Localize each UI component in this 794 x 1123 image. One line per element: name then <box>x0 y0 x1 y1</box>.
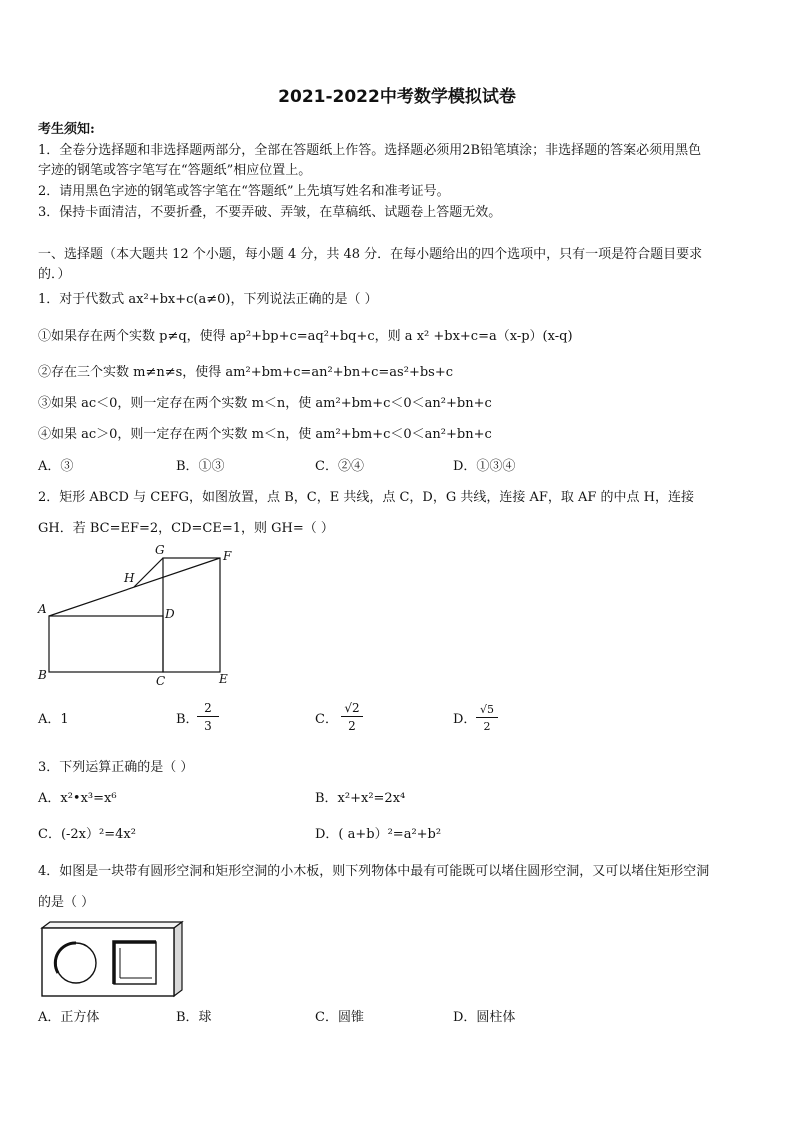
q4-option-b: B．球 <box>176 1010 212 1025</box>
notice-line-3: 2．请用黑色字迹的钢笔或答字笔在“答题纸”上先填写姓名和准考证号。 <box>38 184 450 199</box>
q3-option-d: D．( a+b）²=a²+b² <box>315 827 442 842</box>
board-top-face <box>42 922 182 928</box>
q2-option-c-label: C． <box>315 712 338 727</box>
fraction-denominator: 3 <box>204 719 212 733</box>
q1-option-a: A．③ <box>38 459 74 474</box>
q2-stem-line-1: 2．矩形 ABCD 与 CEFG，如图放置，点 B，C，E 共线，点 C，D，G 共线，连接 AF，取 AF 的中点 H，连接 <box>38 490 695 505</box>
point-label-d: D <box>165 607 175 621</box>
q2-option-b-label: B． <box>176 712 199 727</box>
q3-stem: 3．下列运算正确的是（ ） <box>38 760 194 775</box>
q2-option-d-label: D． <box>453 712 477 727</box>
notice-heading: 考生须知: <box>38 122 95 137</box>
q4-option-a: A．正方体 <box>38 1010 100 1025</box>
point-label-f: F <box>223 549 232 563</box>
point-label-c: C <box>156 674 166 688</box>
notice-line-1: 1．全卷分选择题和非选择题两部分，全部在答题纸上作答。选择题必须用2B铅笔填涂；非选择题的答案必须用黑色 <box>38 143 702 158</box>
fraction-denominator: 2 <box>483 720 491 733</box>
q1-option-d: D．①③④ <box>453 459 516 474</box>
q4-stem-line-1: 4．如图是一块带有圆形空洞和矩形空洞的小木板，则下列物体中最有可能既可以堵住圆形空洞，又可以堵住矩形空洞 <box>38 864 710 879</box>
rectangle-abcd <box>49 616 163 672</box>
fraction-denominator: 2 <box>348 719 356 733</box>
page-title: 2021-2022中考数学模拟试卷 <box>278 87 516 107</box>
q2-option-d-fraction <box>476 703 498 733</box>
notice-line-4: 3．保持卡面清洁，不要折叠，不要弄破、弄皱，在草稿纸、试题卷上答题无效。 <box>38 205 502 220</box>
fraction-numerator: √2 <box>341 701 363 717</box>
q4-stem-line-2: 的是（ ） <box>38 895 95 910</box>
point-label-g: G <box>155 543 165 557</box>
q3-option-a: A．x²•x³=x⁶ <box>38 791 117 806</box>
fraction-numerator: 2 <box>197 701 219 717</box>
q2-stem-line-2: GH．若 BC=EF=2，CD=CE=1，则 GH=（ ） <box>38 521 334 536</box>
notice-line-2: 字迹的钢笔或答字笔写在“答题纸”相应位置上。 <box>38 163 312 178</box>
point-label-b: B <box>38 668 47 682</box>
q2-option-c-fraction <box>341 701 363 733</box>
q4-option-c: C．圆锥 <box>315 1010 364 1025</box>
q1-option-c: C．②④ <box>315 459 364 474</box>
q1-statement-1: ①如果存在两个实数 p≠q，使得 ap²+bp+c=aq²+bq+c，则 a x² +bx+c=a（x-p）(x-q) <box>38 329 573 344</box>
q3-option-c: C．(-2x）²=4x² <box>38 827 136 842</box>
q1-statement-2: ②存在三个实数 m≠n≠s，使得 am²+bm+c=an²+bn+c=as²+bs+c <box>38 365 453 380</box>
q2-geometry-figure <box>34 540 244 690</box>
q4-wooden-board-figure <box>36 918 186 1002</box>
q3-option-b: B．x²+x²=2x⁴ <box>315 791 406 806</box>
q1-statement-3: ③如果 ac＜0，则一定存在两个实数 m＜n，使 am²+bm+c＜0＜an²+bn+c <box>38 396 492 411</box>
q2-option-a: A．1 <box>38 712 69 727</box>
q4-option-d: D．圆柱体 <box>453 1010 516 1025</box>
point-label-a: A <box>38 602 47 616</box>
q1-stem: 1．对于代数式 ax²+bx+c(a≠0)，下列说法正确的是（ ） <box>38 292 378 307</box>
q1-option-b: B．①③ <box>176 459 225 474</box>
q1-statement-4: ④如果 ac＞0，则一定存在两个实数 m＜n，使 am²+bm+c＜0＜an²+bn+c <box>38 427 492 442</box>
board-side-face <box>174 922 182 996</box>
point-label-e: E <box>219 672 228 686</box>
section-heading-line-1: 一、选择题（本大题共 12 个小题，每小题 4 分，共 48 分．在每小题给出的四个选项中，只有一项是符合题目要求 <box>38 247 703 262</box>
point-label-h: H <box>124 571 135 585</box>
fraction-numerator: √5 <box>476 703 498 718</box>
q2-option-b-fraction <box>197 701 219 733</box>
section-heading-line-2: 的．） <box>38 267 71 282</box>
